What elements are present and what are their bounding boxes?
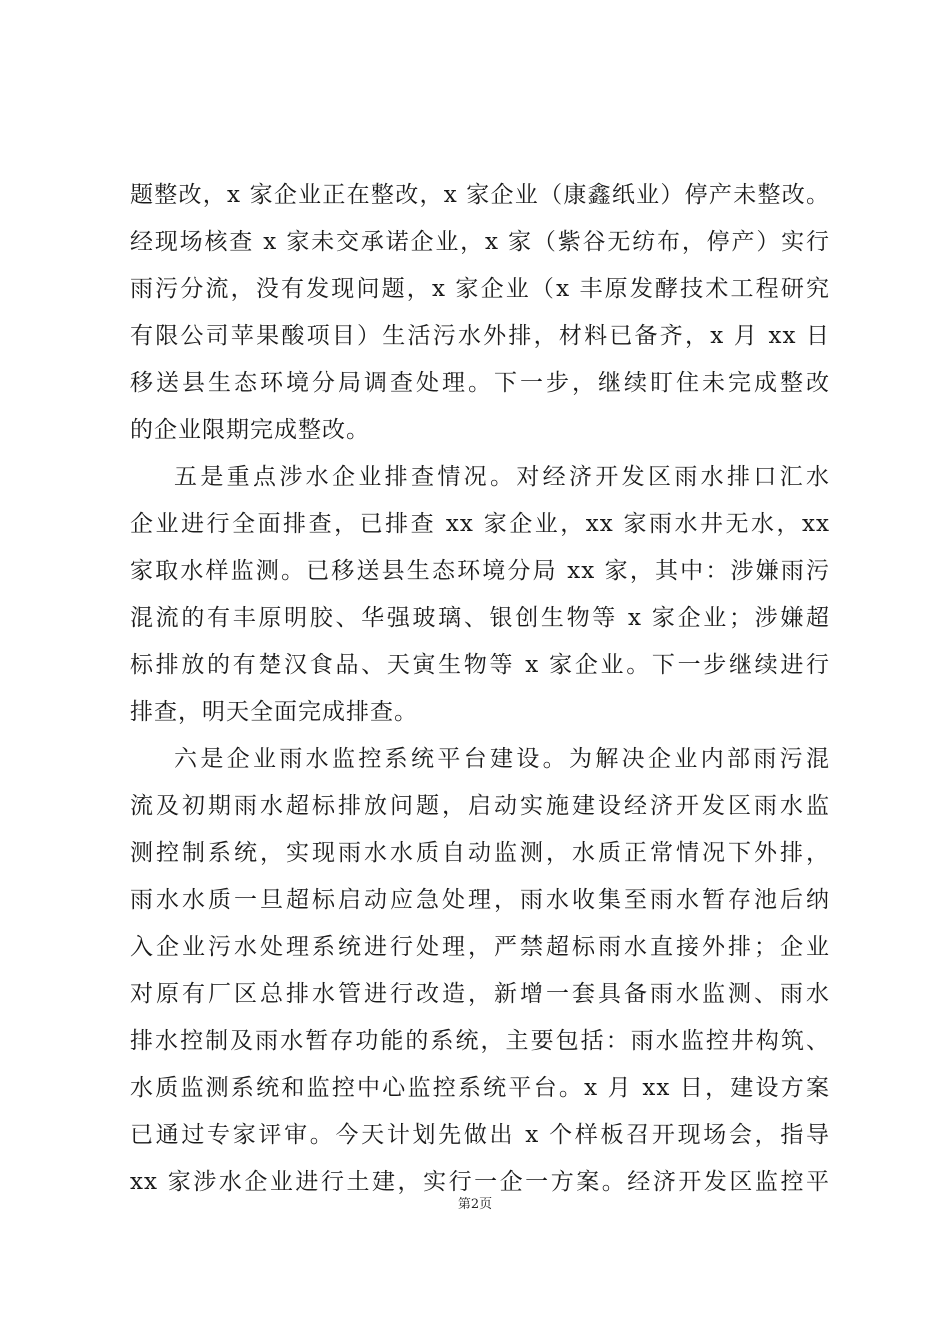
text-line: 家取水样监测。已移送县生态环境分局 xx 家，其中：涉嫌雨污 xyxy=(130,558,830,584)
text-line: 对原有厂区总排水管进行改造，新增一套具备雨水监测、雨水 xyxy=(130,981,830,1007)
text-line: 有限公司苹果酸项目）生活污水外排，材料已备齐，x 月 xx 日 xyxy=(130,323,830,349)
text-line: 排水控制及雨水暂存功能的系统，主要包括：雨水监控井构筑、 xyxy=(130,1028,830,1054)
text-line: 企业进行全面排查，已排查 xx 家企业，xx 家雨水井无水，xx xyxy=(130,511,830,537)
text-line: 的企业限期完成整改。 xyxy=(130,417,370,443)
text-line: 入企业污水处理系统进行处理，严禁超标雨水直接外排；企业 xyxy=(130,934,830,960)
document-body xyxy=(130,172,830,1206)
text-line: 排查，明天全面完成排查。 xyxy=(130,699,418,725)
text-line: 雨水水质一旦超标启动应急处理，雨水收集至雨水暂存池后纳 xyxy=(130,887,830,913)
text-line: 混流的有丰原明胶、华强玻璃、银创生物等 x 家企业；涉嫌超 xyxy=(130,605,830,631)
paragraph-2 xyxy=(130,454,830,736)
text-line: 经现场核查 x 家未交承诺企业，x 家（紫谷无纺布，停产）实行 xyxy=(130,229,830,255)
paragraph-3 xyxy=(130,736,830,1206)
text-line: 五是重点涉水企业排查情况。对经济开发区雨水排口汇水 xyxy=(174,464,830,490)
text-line: 题整改，x 家企业正在整改，x 家企业（康鑫纸业）停产未整改。 xyxy=(130,182,830,208)
text-line: 雨污分流，没有发现问题，x 家企业（x 丰原发酵技术工程研究 xyxy=(130,276,830,302)
page-number: 第2页 xyxy=(457,1197,493,1212)
text-line: 水质监测系统和监控中心监控系统平台。x 月 xx 日，建设方案 xyxy=(130,1075,830,1101)
text-line: 标排放的有楚汉食品、天寅生物等 x 家企业。下一步继续进行 xyxy=(130,652,830,678)
text-line: 测控制系统，实现雨水水质自动监测，水质正常情况下外排， xyxy=(130,840,830,866)
paragraph-1 xyxy=(130,172,830,454)
text-line: 六是企业雨水监控系统平台建设。为解决企业内部雨污混 xyxy=(174,746,830,772)
text-line: 已通过专家评审。今天计划先做出 x 个样板召开现场会，指导 xyxy=(130,1122,830,1148)
text-line: 移送县生态环境分局调查处理。下一步，继续盯住未完成整改 xyxy=(130,370,830,396)
text-line: xx 家涉水企业进行土建，实行一企一方案。经济开发区监控平 xyxy=(130,1169,830,1195)
text-line: 流及初期雨水超标排放问题，启动实施建设经济开发区雨水监 xyxy=(130,793,830,819)
